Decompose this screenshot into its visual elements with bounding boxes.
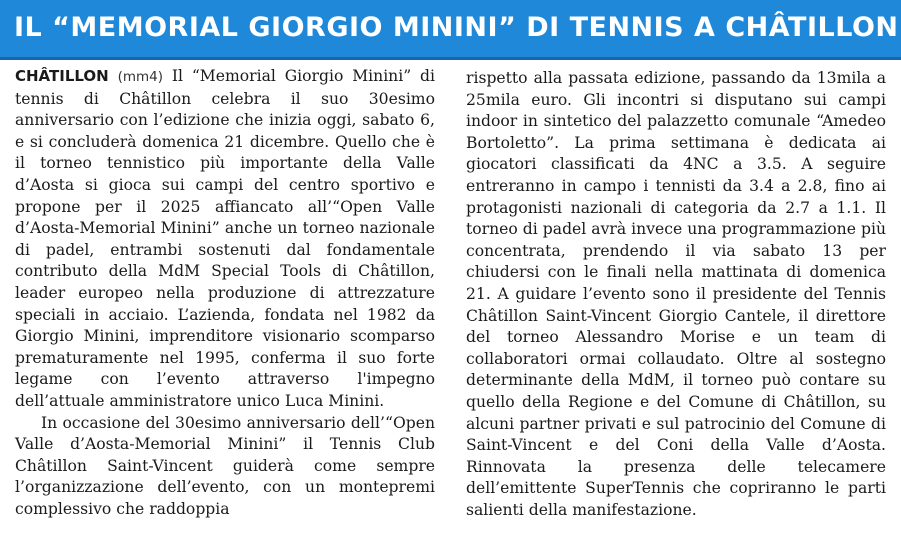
headline-bar bbox=[0, 0, 901, 60]
article-column-right bbox=[466, 68, 886, 521]
agency-code: (mm4) bbox=[117, 69, 163, 85]
paragraph-text: Il “Memorial Giorgio Minini” di tennis di Châtillon celebra il suo 30esimo anniversario con l’edizione che inizia oggi, sabato 6, e si concluderà domenica 21 dicembre. Quello che è il torneo tennistico più importante della Valle d’Aosta si gioca sui campi del centro sportivo e propone per il 2025 affiancato all’“Open Valle d’Aosta-Memorial Minini” anche un torneo nazionale di padel, entrambi sostenuti dal fondamentale contributo della MdM Special Tools di Châtillon, leader europeo nella produzione di attrezzature speciali in acciaio. L’azienda, fondata nel 1982 da Giorgio Minini, imprenditore visionario scomparso prematuramente nel 1995, conferma il suo forte legame con l’evento attraverso l'impegno dell’attuale amministratore unico Luca Minini. bbox=[15, 67, 435, 410]
article-paragraph bbox=[15, 66, 435, 413]
article-paragraph: In occasione del 30esimo anniversario dell’“Open Valle d’Aosta-Memorial Minini” il Tennis Club Châtillon Saint-Vincent guiderà come sempre l’organizzazione dell’evento, con un montepremi complessivo che raddoppia bbox=[15, 413, 435, 518]
article-column-left bbox=[15, 66, 435, 520]
article-headline: IL “MEMORIAL GIORGIO MININI” DI TENNIS A CHÂTILLON bbox=[14, 12, 899, 43]
dateline: CHÂTILLON bbox=[15, 67, 109, 85]
article-paragraph: rispetto alla passata edizione, passando da 13mila a 25mila euro. Gli incontri si disputano sui campi indoor in sintetico del palazzetto comunale “Amedeo Bortoletto”. La prima settimana è dedicata ai giocatori classificati da 4NC a 3.5. A seguire entreranno in campo i tennisti da 3.4 a 2.8, fino ai protagonisti nazionali di categoria da 2.7 a 1.1. Il torneo di padel avrà invece una programmazione più concentrata, prendendo il via sabato 13 per chiudersi con le finali nella mattinata di domenica 21. A guidare l’evento sono il presidente del Tennis Châtillon Saint-Vincent Giorgio Cantele, il direttore del torneo Alessandro Morise e un team di collaboratori ormai collaudato. Oltre al sostegno determinante della MdM, il torneo può contare su quello della Regione e del Comune di Châtillon, su alcuni partner privati e sul patrocinio del Comune di Saint-Vincent e del Coni della Valle d’Aosta. Rinnovata la presenza delle telecamere dell’emittente SuperTennis che copriranno le parti salienti della manifestazione. bbox=[466, 69, 886, 519]
